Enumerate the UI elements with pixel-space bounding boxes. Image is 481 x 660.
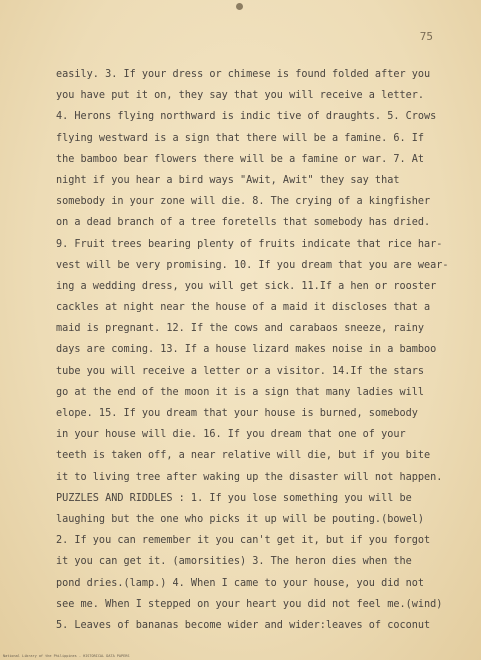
text-line: cackles at night near the house of a maid it discloses that a <box>56 302 431 314</box>
text-line: 9. Fruit trees bearing plenty of fruits indicate that rice har- <box>56 238 443 250</box>
text-line: tube you will receive a letter or a visitor. 14.If the stars <box>56 365 425 377</box>
text-line: 2. If you can remember it you can't get it, but if you forgot <box>56 535 431 547</box>
binding-hole-mark <box>236 3 243 10</box>
text-line: it you can get it. (amorsities) 3. The heron dies when the <box>56 556 412 568</box>
text-line: teeth is taken off, a near relative will die, but if you bite <box>56 450 431 462</box>
text-line: 4. Herons flying northward is indic tive of draughts. 5. Crows <box>56 111 437 123</box>
text-line: easily. 3. If your dress or chimese is found folded after you <box>56 69 431 80</box>
text-line: go at the end of the moon it is a sign that many ladies will <box>56 386 425 398</box>
text-line: vest will be very promising. 10. If you dream that you are wear- <box>56 259 449 271</box>
text-line: 5. Leaves of bananas become wider and wider:leaves of coconut <box>56 619 431 631</box>
text-line: on a dead branch of a tree foretells that somebody has dried. <box>56 217 431 229</box>
text-line: night if you hear a bird ways "Awit, Awit" they say that <box>56 174 400 186</box>
archive-footer: National Library of the Philippines - HISTORICAL DATA PAPERS <box>3 654 130 658</box>
text-line: flying westward is a sign that there will be a famine. 6. If <box>56 132 425 144</box>
text-line: it to living tree after waking up the disaster will not happen. <box>56 471 443 483</box>
text-line: elope. 15. If you dream that your house is burned, somebody <box>56 408 418 419</box>
section-heading-line: PUZZLES AND RIDDLES : 1. If you lose something you will be <box>56 492 412 504</box>
text-line: somebody in your zone will die. 8. The crying of a kingfisher <box>56 196 431 208</box>
text-line: in your house will die. 16. If you dream that one of your <box>56 429 406 441</box>
text-line: you have put it on, they say that you will receive a letter. <box>56 90 425 102</box>
page-number: 75 <box>419 30 433 43</box>
text-line: days are coming. 13. If a house lizard makes noise in a bamboo <box>56 344 437 356</box>
text-line: see me. When I stepped on your heart you did not feel me.(wind) <box>56 598 443 610</box>
text-line: ing a wedding dress, you will get sick. 11.If a hen or rooster <box>56 280 437 292</box>
text-line: maid is pregnant. 12. If the cows and carabaos sneeze, rainy <box>56 323 425 335</box>
body-text <box>56 64 476 636</box>
text-line: laughing but the one who picks it up will be pouting.(bowel) <box>56 513 425 525</box>
text-line: pond dries.(lamp.) 4. When I came to your house, you did not <box>56 577 425 589</box>
text-line: the bamboo bear flowers there will be a famine or war. 7. At <box>56 153 425 165</box>
